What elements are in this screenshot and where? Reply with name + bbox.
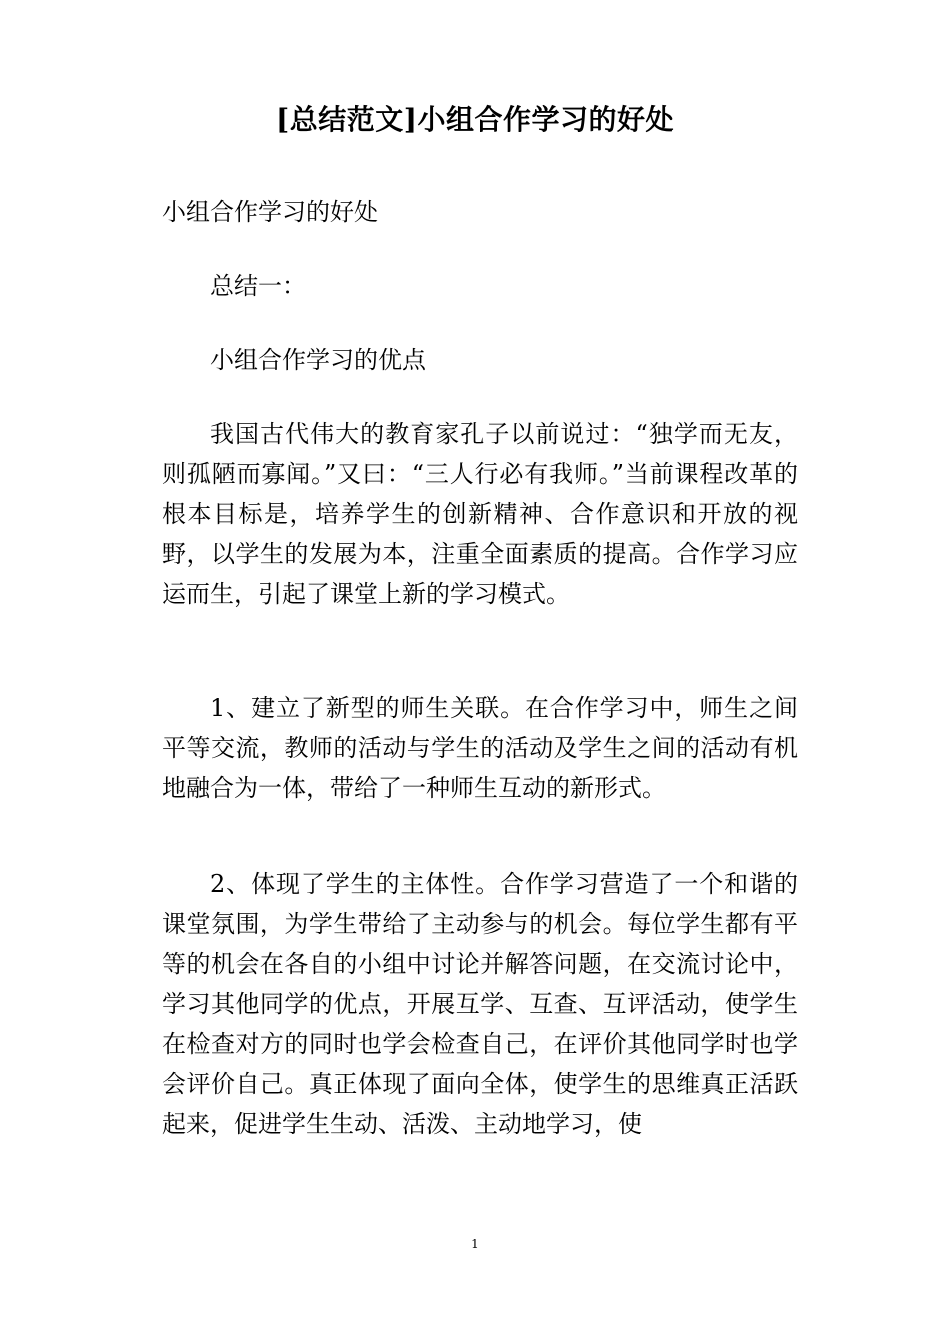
subsection-heading: 小组合作学习的优点 [210, 346, 426, 374]
point-one-paragraph: 1、建立了新型的师生关联。在合作学习中，师生之间平等交流，教师的活动与学生的活动及学生之间的活动有机地融合为一体，带给了一种师生互动的新形式。 [162, 694, 798, 802]
page-number: 1 [471, 1237, 479, 1251]
point-two-paragraph: 2、体现了学生的主体性。合作学习营造了一个和谐的课堂氛围，为学生带给了主动参与的机会。每位学生都有平等的机会在各自的小组中讨论并解答问题，在交流讨论中，学习其他同学的优点，开展互学、互查、互评活动，使学生在检查对方的同时也学会检查自己，在评价其他同学时也学会评价自己。真正体现了面向全体，使学生的思维真正活跃起来，促进学生生动、活泼、主动地学习，使 [162, 870, 798, 1138]
document-title: [总结范文]小组合作学习的好处 [276, 103, 674, 136]
section-heading: 小组合作学习的好处 [162, 198, 378, 226]
summary-label: 总结一： [210, 272, 306, 300]
intro-paragraph: 我国古代伟大的教育家孔子以前说过：“独学而无友，则孤陋而寡闻。”又曰：“三人行必有我师。”当前课程改革的根本目标是，培养学生的创新精神、合作意识和开放的视野，以学生的发展为本，注重全面素质的提高。合作学习应运而生，引起了课堂上新的学习模式。 [162, 420, 798, 608]
